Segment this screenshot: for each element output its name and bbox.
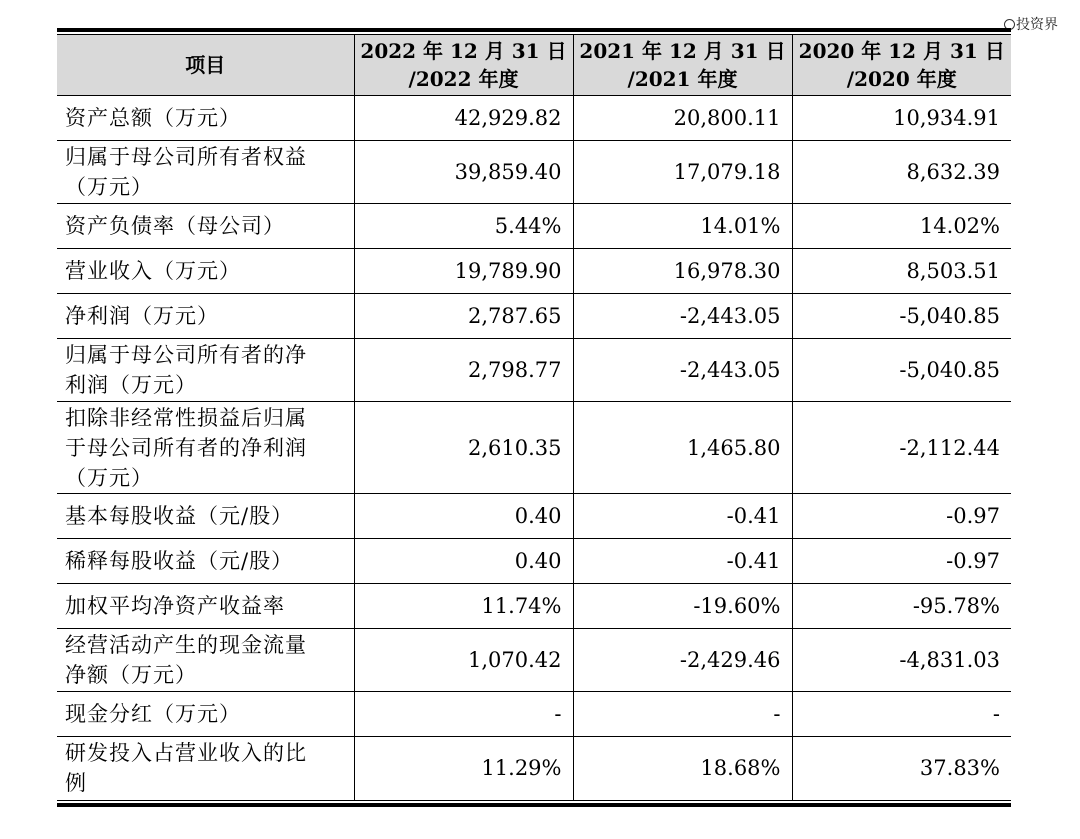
cell-value-2021: 1,465.80 [573,402,792,494]
row-label [57,629,354,692]
cell-value-2020: 8,503.51 [792,249,1011,294]
cell-value-2020: -0.97 [792,539,1011,584]
header-period-2 [573,35,792,96]
table-row [57,539,1011,584]
financial-table-container [57,28,1011,807]
row-label [57,692,354,737]
row-label [57,204,354,249]
header-line: /2020 年度 [846,67,957,91]
row-label-line: 经营活动产生的现金流量 [65,633,307,657]
row-label-line: 净利润（万元） [65,304,219,328]
row-label-line: 归属于母公司所有者的净 [65,343,307,367]
cell-value-2020: - [792,692,1011,737]
cell-value-2021: -2,429.46 [573,629,792,692]
row-label-line: 基本每股收益（元/股） [65,504,294,528]
cell-value-2021: 18.68% [573,737,792,800]
header-line: 2020 年 12 月 31 日 [798,39,1005,63]
cell-value-2021: -0.41 [573,539,792,584]
watermark-text: 投资界 [1016,17,1058,33]
table-row [57,584,1011,629]
cell-value-2022: 39,859.40 [354,141,573,204]
row-label [57,539,354,584]
row-label [57,494,354,539]
table-header-row [57,35,1011,96]
table-row [57,204,1011,249]
cell-value-2020: 37.83% [792,737,1011,800]
table-row [57,96,1011,141]
cell-value-2020: -2,112.44 [792,402,1011,494]
cell-value-2020: -4,831.03 [792,629,1011,692]
row-label-line: 加权平均净资产收益率 [65,594,285,618]
cell-value-2022: - [354,692,573,737]
row-label-line: 例 [65,771,87,796]
header-line: /2021 年度 [627,67,738,91]
table-row [57,494,1011,539]
row-label-line: 现金分红（万元） [65,702,241,726]
cell-value-2020: 8,632.39 [792,141,1011,204]
cell-value-2020: 10,934.91 [792,96,1011,141]
cell-value-2022: 0.40 [354,539,573,584]
row-label-line: 稀释每股收益（元/股） [65,549,294,573]
cell-value-2021: 17,079.18 [573,141,792,204]
table-row [57,249,1011,294]
table-row [57,692,1011,737]
row-label-line: 净额（万元） [65,663,197,687]
cell-value-2020: -0.97 [792,494,1011,539]
cell-value-2020: -5,040.85 [792,294,1011,339]
cell-value-2022: 2,798.77 [354,339,573,402]
cell-value-2020: 14.02% [792,204,1011,249]
row-label [57,584,354,629]
cell-value-2021: - [573,692,792,737]
table-row [57,294,1011,339]
row-label-line: 营业收入（万元） [65,259,241,283]
financial-table [57,35,1011,800]
row-label [57,402,354,494]
header-line: 2021 年 12 月 31 日 [579,39,786,63]
row-label-line: 研发投入占营业收入的比 [65,741,307,766]
cell-value-2021: 14.01% [573,204,792,249]
table-row [57,402,1011,494]
header-line: 2022 年 12 月 31 日 [360,39,567,63]
table-row [57,629,1011,692]
row-label [57,141,354,204]
table-body [57,96,1011,800]
cell-value-2022: 5.44% [354,204,573,249]
watermark [1004,14,1058,34]
row-label-line: （万元） [65,175,153,199]
header-period-1 [354,35,573,96]
header-period-3 [792,35,1011,96]
row-label-line: 归属于母公司所有者权益 [65,145,307,169]
cell-value-2022: 42,929.82 [354,96,573,141]
cell-value-2022: 11.74% [354,584,573,629]
header-line: 项目 [185,53,226,77]
cell-value-2020: -5,040.85 [792,339,1011,402]
table-row [57,141,1011,204]
row-label-line: 利润（万元） [65,373,197,397]
cell-value-2021: 20,800.11 [573,96,792,141]
row-label [57,294,354,339]
table-row [57,339,1011,402]
header-item [57,35,354,96]
row-label [57,96,354,141]
cell-value-2021: -19.60% [573,584,792,629]
row-label-line: 扣除非经常性损益后归属 [65,405,307,430]
cell-value-2022: 19,789.90 [354,249,573,294]
cell-value-2022: 0.40 [354,494,573,539]
cell-value-2022: 1,070.42 [354,629,573,692]
table-row [57,737,1011,800]
header-line: /2022 年度 [408,67,519,91]
row-label [57,339,354,402]
cell-value-2021: -0.41 [573,494,792,539]
row-label-line: 于母公司所有者的净利润 [65,435,307,460]
cell-value-2021: -2,443.05 [573,294,792,339]
cell-value-2022: 11.29% [354,737,573,800]
cell-value-2022: 2,787.65 [354,294,573,339]
row-label [57,737,354,800]
row-label-line: （万元） [65,465,153,490]
bottom-rule-thick [57,803,1011,807]
cell-value-2021: 16,978.30 [573,249,792,294]
row-label-line: 资产总额（万元） [65,106,241,130]
row-label [57,249,354,294]
cell-value-2021: -2,443.05 [573,339,792,402]
row-label-line: 资产负债率（母公司） [65,214,285,238]
cell-value-2022: 2,610.35 [354,402,573,494]
cell-value-2020: -95.78% [792,584,1011,629]
